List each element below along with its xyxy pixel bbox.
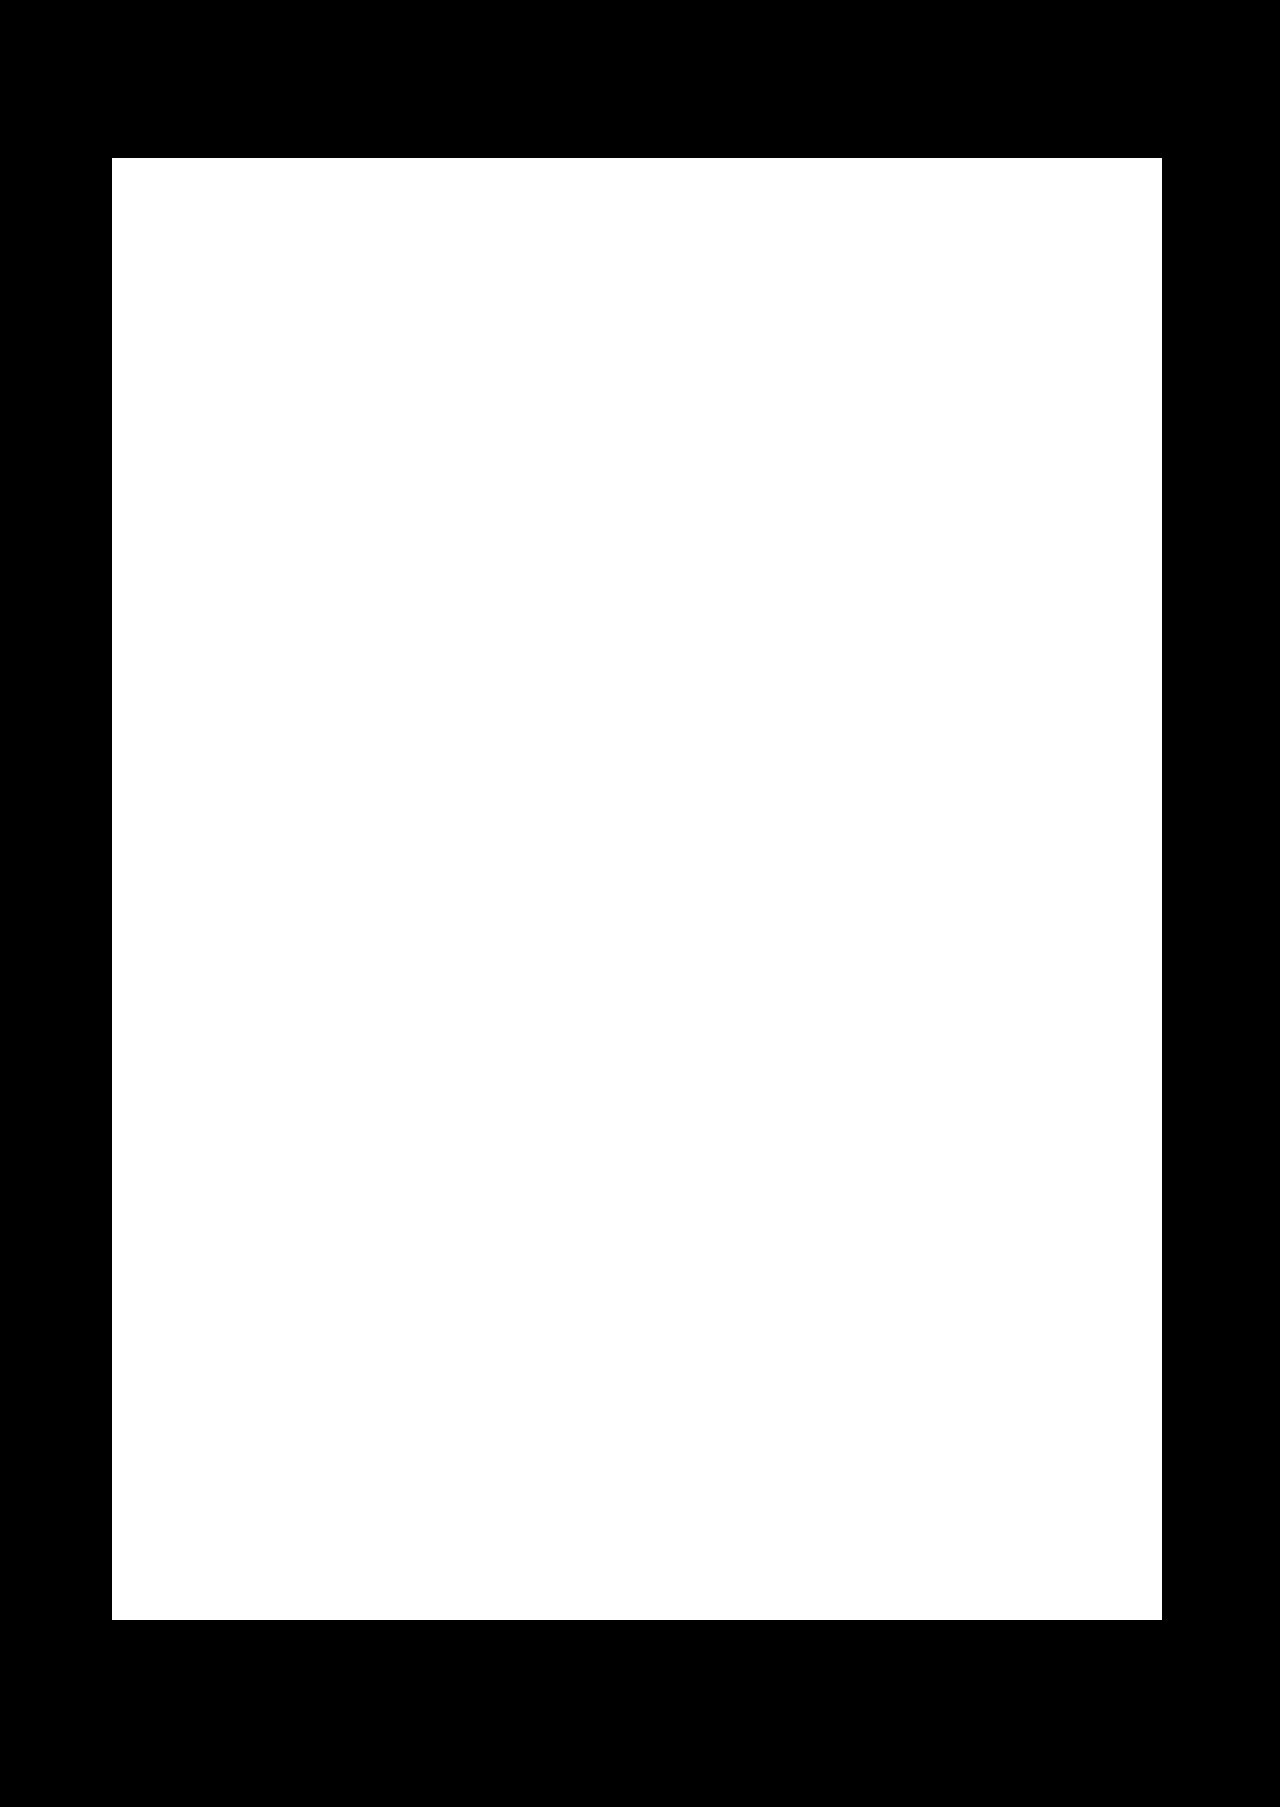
lace-border-top [0,56,1280,164]
lace-border-bottom [0,1618,1280,1728]
text-panel [112,158,1162,1620]
